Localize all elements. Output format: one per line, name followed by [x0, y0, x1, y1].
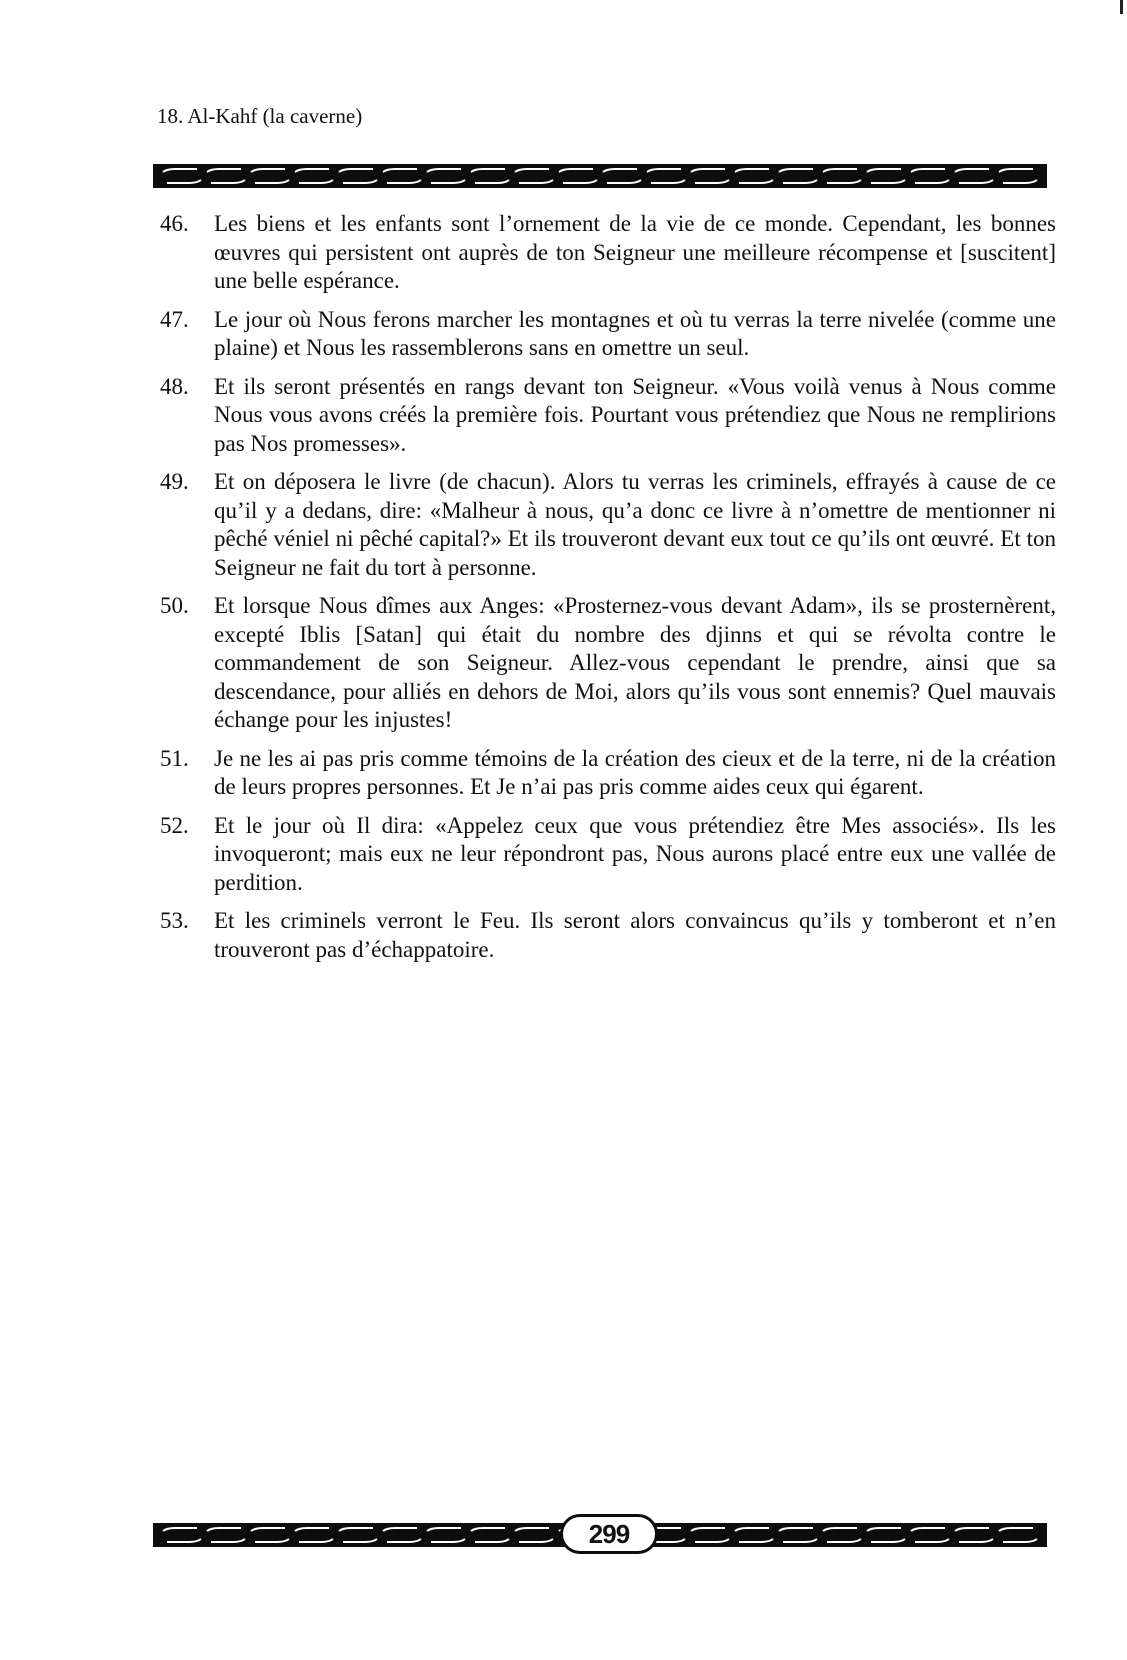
chain-link-lower [739, 180, 773, 183]
chain-link-upper [999, 1528, 1033, 1531]
chain-link-lower [607, 180, 641, 183]
verse-number: 47. [160, 306, 189, 332]
page-number: 299 [588, 1518, 630, 1549]
verse-53 [160, 907, 1056, 964]
chain-link-upper [427, 169, 461, 172]
verse-50 [160, 592, 1056, 735]
verse-text: Et on déposera le livre (de chacun). Alors tu verras les criminels, effrayés à cause de ce qu’il y a dedans, dire: «Malheur à nous, qu’a donc ce livre à n’omettre de mentionner ni pêché véniel ni pêché capital?» Et ils trouveront devant eux tout ce qu’ils ont œuvré. Et ton Seigneur ne fait du tort à personne. [214, 469, 1056, 580]
chain-link-upper [603, 169, 637, 172]
chain-link-lower [475, 1539, 509, 1542]
chain-link-upper [911, 1528, 945, 1531]
chain-link-upper [735, 1528, 769, 1531]
verse-text: Et ils seront présentés en rangs devant ton Seigneur. «Vous voilà venus à Nous comme Nous vous avons créés la première fois. Pourtant vous prétendiez que Nous ne remplirions pas Nos promesses». [214, 373, 1056, 456]
chain-link-lower [519, 1539, 553, 1542]
verse-text: Le jour où Nous ferons marcher les montagnes et où tu verras la terre nivelée (comme une plaine) et Nous les rassemblerons sans en omettre un seul. [214, 306, 1056, 360]
chain-link-upper [823, 1528, 857, 1531]
scan-edge-mark [1120, 0, 1123, 14]
chain-link-upper [207, 1528, 241, 1531]
chain-link-lower [959, 180, 993, 183]
chain-link-upper [383, 169, 417, 172]
chain-link-upper [515, 169, 549, 172]
chain-link-lower [255, 1539, 289, 1542]
chain-link-lower [1003, 1539, 1037, 1542]
chain-link-lower [519, 180, 553, 183]
page-number-badge [560, 1514, 658, 1554]
chain-link-lower [871, 1539, 905, 1542]
chain-link-lower [827, 180, 861, 183]
chain-link-lower [827, 1539, 861, 1542]
chain-link-upper [735, 169, 769, 172]
verse-text: Et le jour où Il dira: «Appelez ceux que vous prétendiez être Mes associés». Ils les invoqueront; mais eux ne leur répondront pas, Nous aurons placé entre eux une vallée de perdition. [214, 812, 1056, 895]
verse-number: 51. [160, 745, 189, 771]
chain-link-upper [779, 169, 813, 172]
chain-link-upper [207, 169, 241, 172]
chain-link-lower [431, 1539, 465, 1542]
chain-link-lower [651, 180, 685, 183]
verse-48 [160, 373, 1056, 459]
chain-link-upper [163, 169, 197, 172]
chain-link-upper [163, 1528, 197, 1531]
chain-link-lower [783, 180, 817, 183]
chain-link-lower [915, 1539, 949, 1542]
decorative-border-top [153, 164, 1047, 188]
chain-link-upper [955, 1528, 989, 1531]
chain-link-upper [691, 169, 725, 172]
verse-text: Je ne les ai pas pris comme témoins de la création des cieux et de la terre, ni de la création de leurs propres personnes. Et Je n’ai pas pris comme aides ceux qui égarent. [214, 745, 1056, 799]
chain-link-upper [251, 1528, 285, 1531]
chain-link-upper [999, 169, 1033, 172]
chain-link-lower [871, 180, 905, 183]
chain-link-upper [867, 1528, 901, 1531]
verse-number: 46. [160, 211, 189, 236]
chain-link-lower [167, 180, 201, 183]
chain-link-lower [695, 180, 729, 183]
verse-51 [160, 745, 1056, 802]
chain-link-upper [295, 169, 329, 172]
chain-link-upper [955, 169, 989, 172]
chain-link-upper [691, 1528, 725, 1531]
chain-link-lower [299, 1539, 333, 1542]
chain-link-lower [211, 1539, 245, 1542]
chain-link-upper [427, 1528, 461, 1531]
chain-link-lower [959, 1539, 993, 1542]
chain-link-lower [563, 180, 597, 183]
chain-link-upper [647, 169, 681, 172]
chain-link-upper [911, 169, 945, 172]
chain-link-upper [383, 1528, 417, 1531]
verse-text: Et lorsque Nous dîmes aux Anges: «Prosternez-vous devant Adam», ils se prosternèrent, excepté Iblis [Satan] qui était du nombre des djinns et qui se révolta contre le commandement de son Seigneur. Allez-vous cependant le prendre, ainsi que sa descendance, pour alliés en dehors de Moi, alors qu’ils vous sont ennemis? Quel mauvais échange pour les injustes! [214, 593, 1056, 732]
chapter-header: 18. Al-Kahf (la caverne) [157, 104, 363, 128]
chain-link-upper [515, 1528, 549, 1531]
verse-text: Les biens et les enfants sont l’ornement de la vie de ce monde. Cependant, les bonnes œuvres qui persistent ont auprès de ton Seigneur une meilleure récompense et [suscitent] une belle espérance. [214, 211, 1056, 293]
chain-link-upper [867, 169, 901, 172]
chain-link-lower [1003, 180, 1037, 183]
chain-link-lower [387, 1539, 421, 1542]
verse-number: 52. [160, 812, 189, 838]
verse-46 [160, 210, 1056, 296]
chain-link-lower [739, 1539, 773, 1542]
chain-link-lower [475, 180, 509, 183]
chain-link-lower [695, 1539, 729, 1542]
verse-number: 50. [160, 593, 189, 618]
verse-number: 48. [160, 373, 189, 399]
chain-link-lower [211, 180, 245, 183]
chain-link-lower [167, 1539, 201, 1542]
chain-link-lower [431, 180, 465, 183]
verse-list [160, 210, 1056, 974]
chain-link-upper [823, 169, 857, 172]
verse-52 [160, 812, 1056, 898]
chain-link-upper [339, 169, 373, 172]
chain-link-upper [295, 1528, 329, 1531]
chain-link-lower [915, 180, 949, 183]
chain-pattern-top [153, 164, 1047, 188]
chain-link-lower [387, 180, 421, 183]
chain-link-upper [471, 1528, 505, 1531]
chain-link-upper [559, 169, 593, 172]
chain-link-upper [339, 1528, 373, 1531]
chain-link-upper [471, 169, 505, 172]
chain-link-lower [783, 1539, 817, 1542]
verse-47 [160, 306, 1056, 363]
chain-link-lower [255, 180, 289, 183]
verse-text: Et les criminels verront le Feu. Ils seront alors convaincus qu’ils y tomberont et n’en trouveront pas d’échappatoire. [214, 908, 1056, 962]
chain-link-lower [299, 180, 333, 183]
verse-number: 49. [160, 469, 189, 494]
chain-link-upper [779, 1528, 813, 1531]
chain-link-lower [343, 180, 377, 183]
verse-49 [160, 468, 1056, 582]
chain-link-lower [343, 1539, 377, 1542]
chain-link-upper [251, 169, 285, 172]
verse-number: 53. [160, 908, 189, 933]
